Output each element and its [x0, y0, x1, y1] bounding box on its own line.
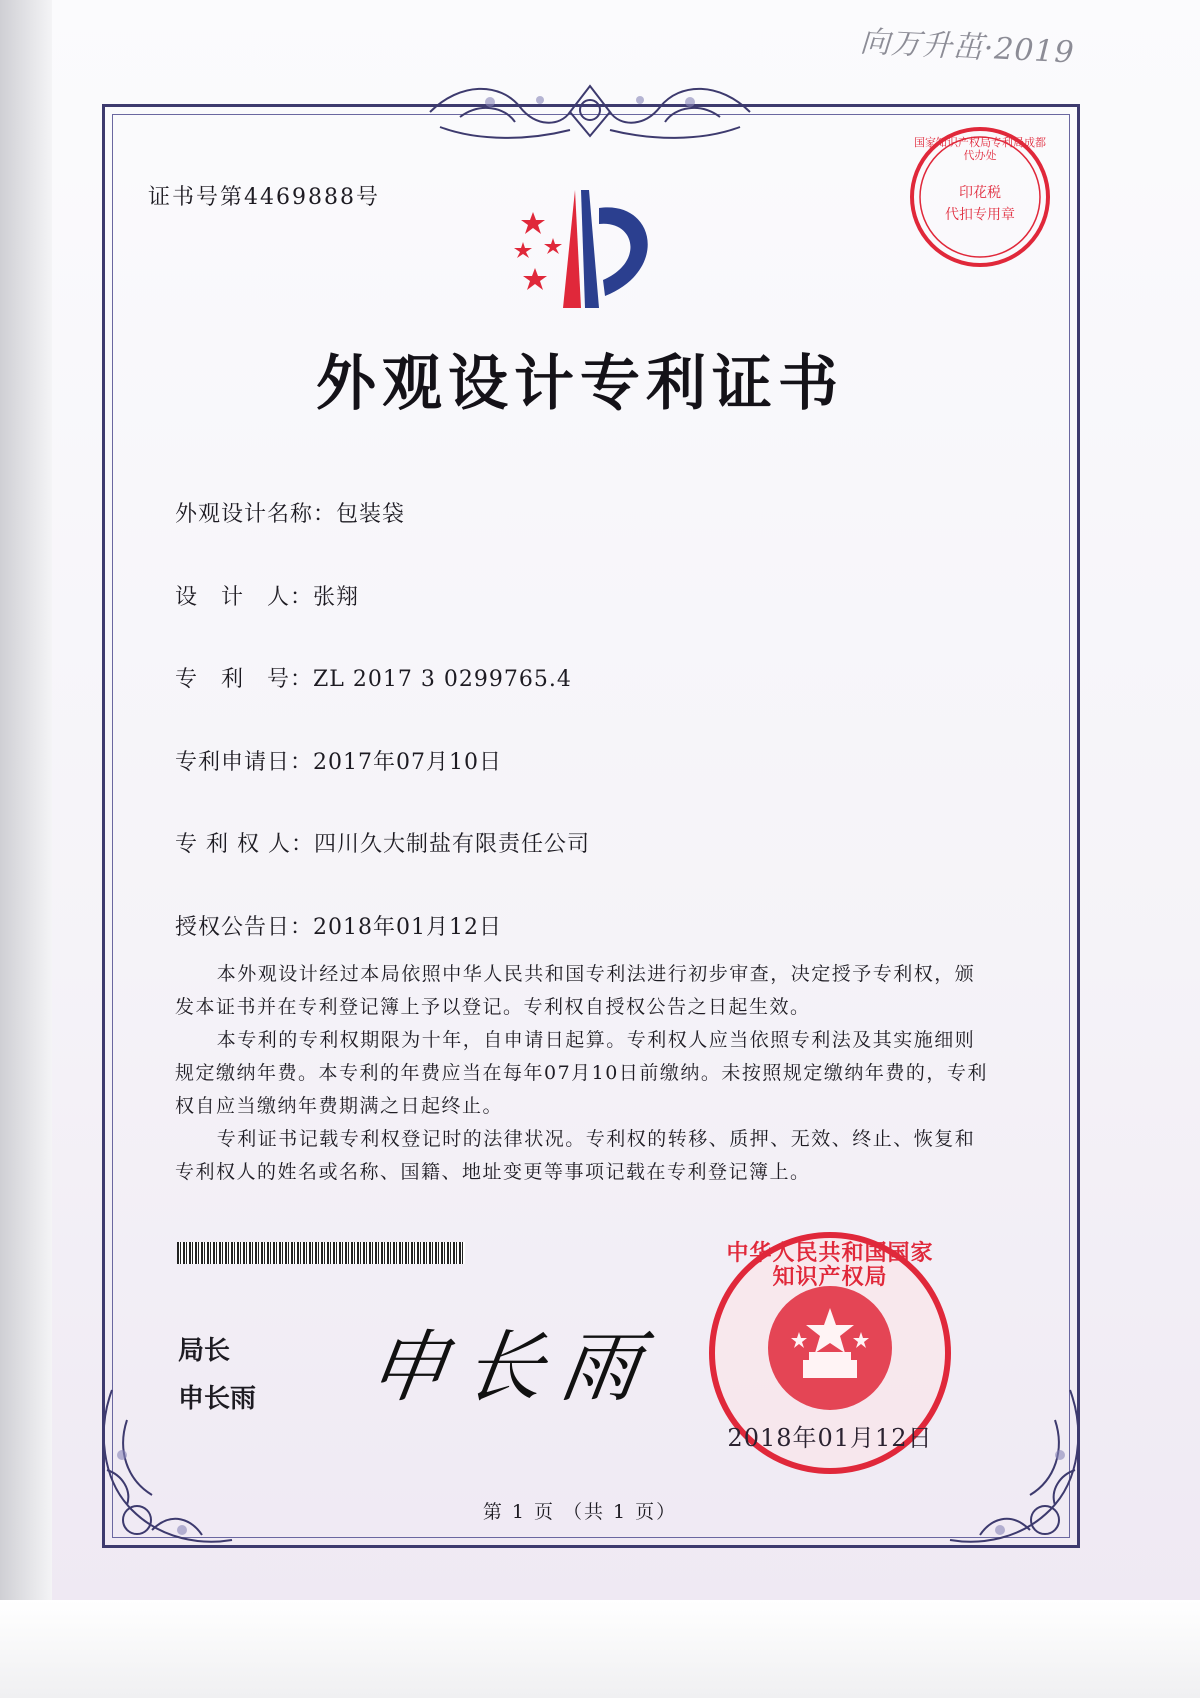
agent-seal-ring-text: 国家知识产权局专利局成都代办处 — [914, 136, 1046, 162]
grant-date-label: 授权公告日： — [175, 915, 314, 940]
official-seal-ring-text: 中华人民共和国国家知识产权局 — [726, 1241, 934, 1290]
field-grant-date — [175, 910, 502, 941]
director-signature: 申长雨 — [362, 1323, 664, 1413]
certificate-body — [175, 958, 995, 1189]
designer-label: 设 计 人： — [175, 585, 314, 610]
handwritten-note: 向万升茁·2019 — [859, 24, 1076, 71]
design-name-label: 外观设计名称： — [175, 502, 337, 527]
design-name-value: 包装袋 — [336, 502, 406, 527]
bottom-right-ornament-icon — [940, 1380, 1090, 1560]
filing-date-value: 2017年07月10日 — [313, 750, 502, 775]
official-seal-date: 2018年01月12日 — [727, 1424, 933, 1452]
agent-seal-inner-line2: 代扣专用章 — [945, 207, 1015, 223]
top-ornament-icon — [420, 72, 760, 152]
field-design-name — [175, 497, 405, 528]
page-number: 第 1 页 （共 1 页） — [482, 1501, 678, 1523]
grant-date-value: 2018年01月12日 — [313, 915, 502, 940]
patent-number-label: 专 利 号： — [175, 667, 314, 692]
field-designer — [175, 580, 359, 611]
agent-seal-inner-line1: 印花税 — [959, 185, 1001, 201]
certificate-number: 证书号第4469888号 — [148, 185, 380, 210]
field-filing-date — [175, 745, 502, 776]
patentee-label: 专 利 权 人： — [175, 832, 314, 857]
field-patent-number — [175, 662, 572, 693]
body-paragraph-3: 专利证书记载专利权登记时的法律状况。专利权的转移、质押、无效、终止、恢复和专利权人的姓名或名称、国籍、地址变更等事项记载在专利登记簿上。 — [175, 1128, 976, 1183]
designer-value: 张翔 — [313, 585, 360, 610]
patent-number-value: ZL 2017 3 0299765.4 — [313, 667, 572, 692]
scan-bottom-margin — [0, 1600, 1200, 1698]
filing-date-label: 专利申请日： — [175, 750, 314, 775]
director-name: 申长雨 — [178, 1384, 257, 1414]
field-patentee — [175, 827, 590, 858]
barcode — [177, 1242, 465, 1264]
body-paragraph-2: 本专利的专利权期限为十年，自申请日起算。专利权人应当依照专利法及其实施细则规定缴纳年费。本专利的年费应当在每年07月10日前缴纳。未按照规定缴纳年费的，专利权自应当缴纳年费期满之日起终止。 — [175, 1029, 988, 1117]
director-title: 局长 — [178, 1336, 231, 1366]
patent-office-logo-icon — [505, 180, 675, 320]
scan-shadow — [0, 0, 52, 1698]
certificate-title: 外观设计专利证书 — [316, 349, 844, 419]
patentee-value: 四川久大制盐有限责任公司 — [313, 832, 590, 857]
body-paragraph-1: 本外观设计经过本局依照中华人民共和国专利法进行初步审查，决定授予专利权，颁发本证书并在专利登记簿上予以登记。专利权自授权公告之日起生效。 — [175, 963, 976, 1018]
